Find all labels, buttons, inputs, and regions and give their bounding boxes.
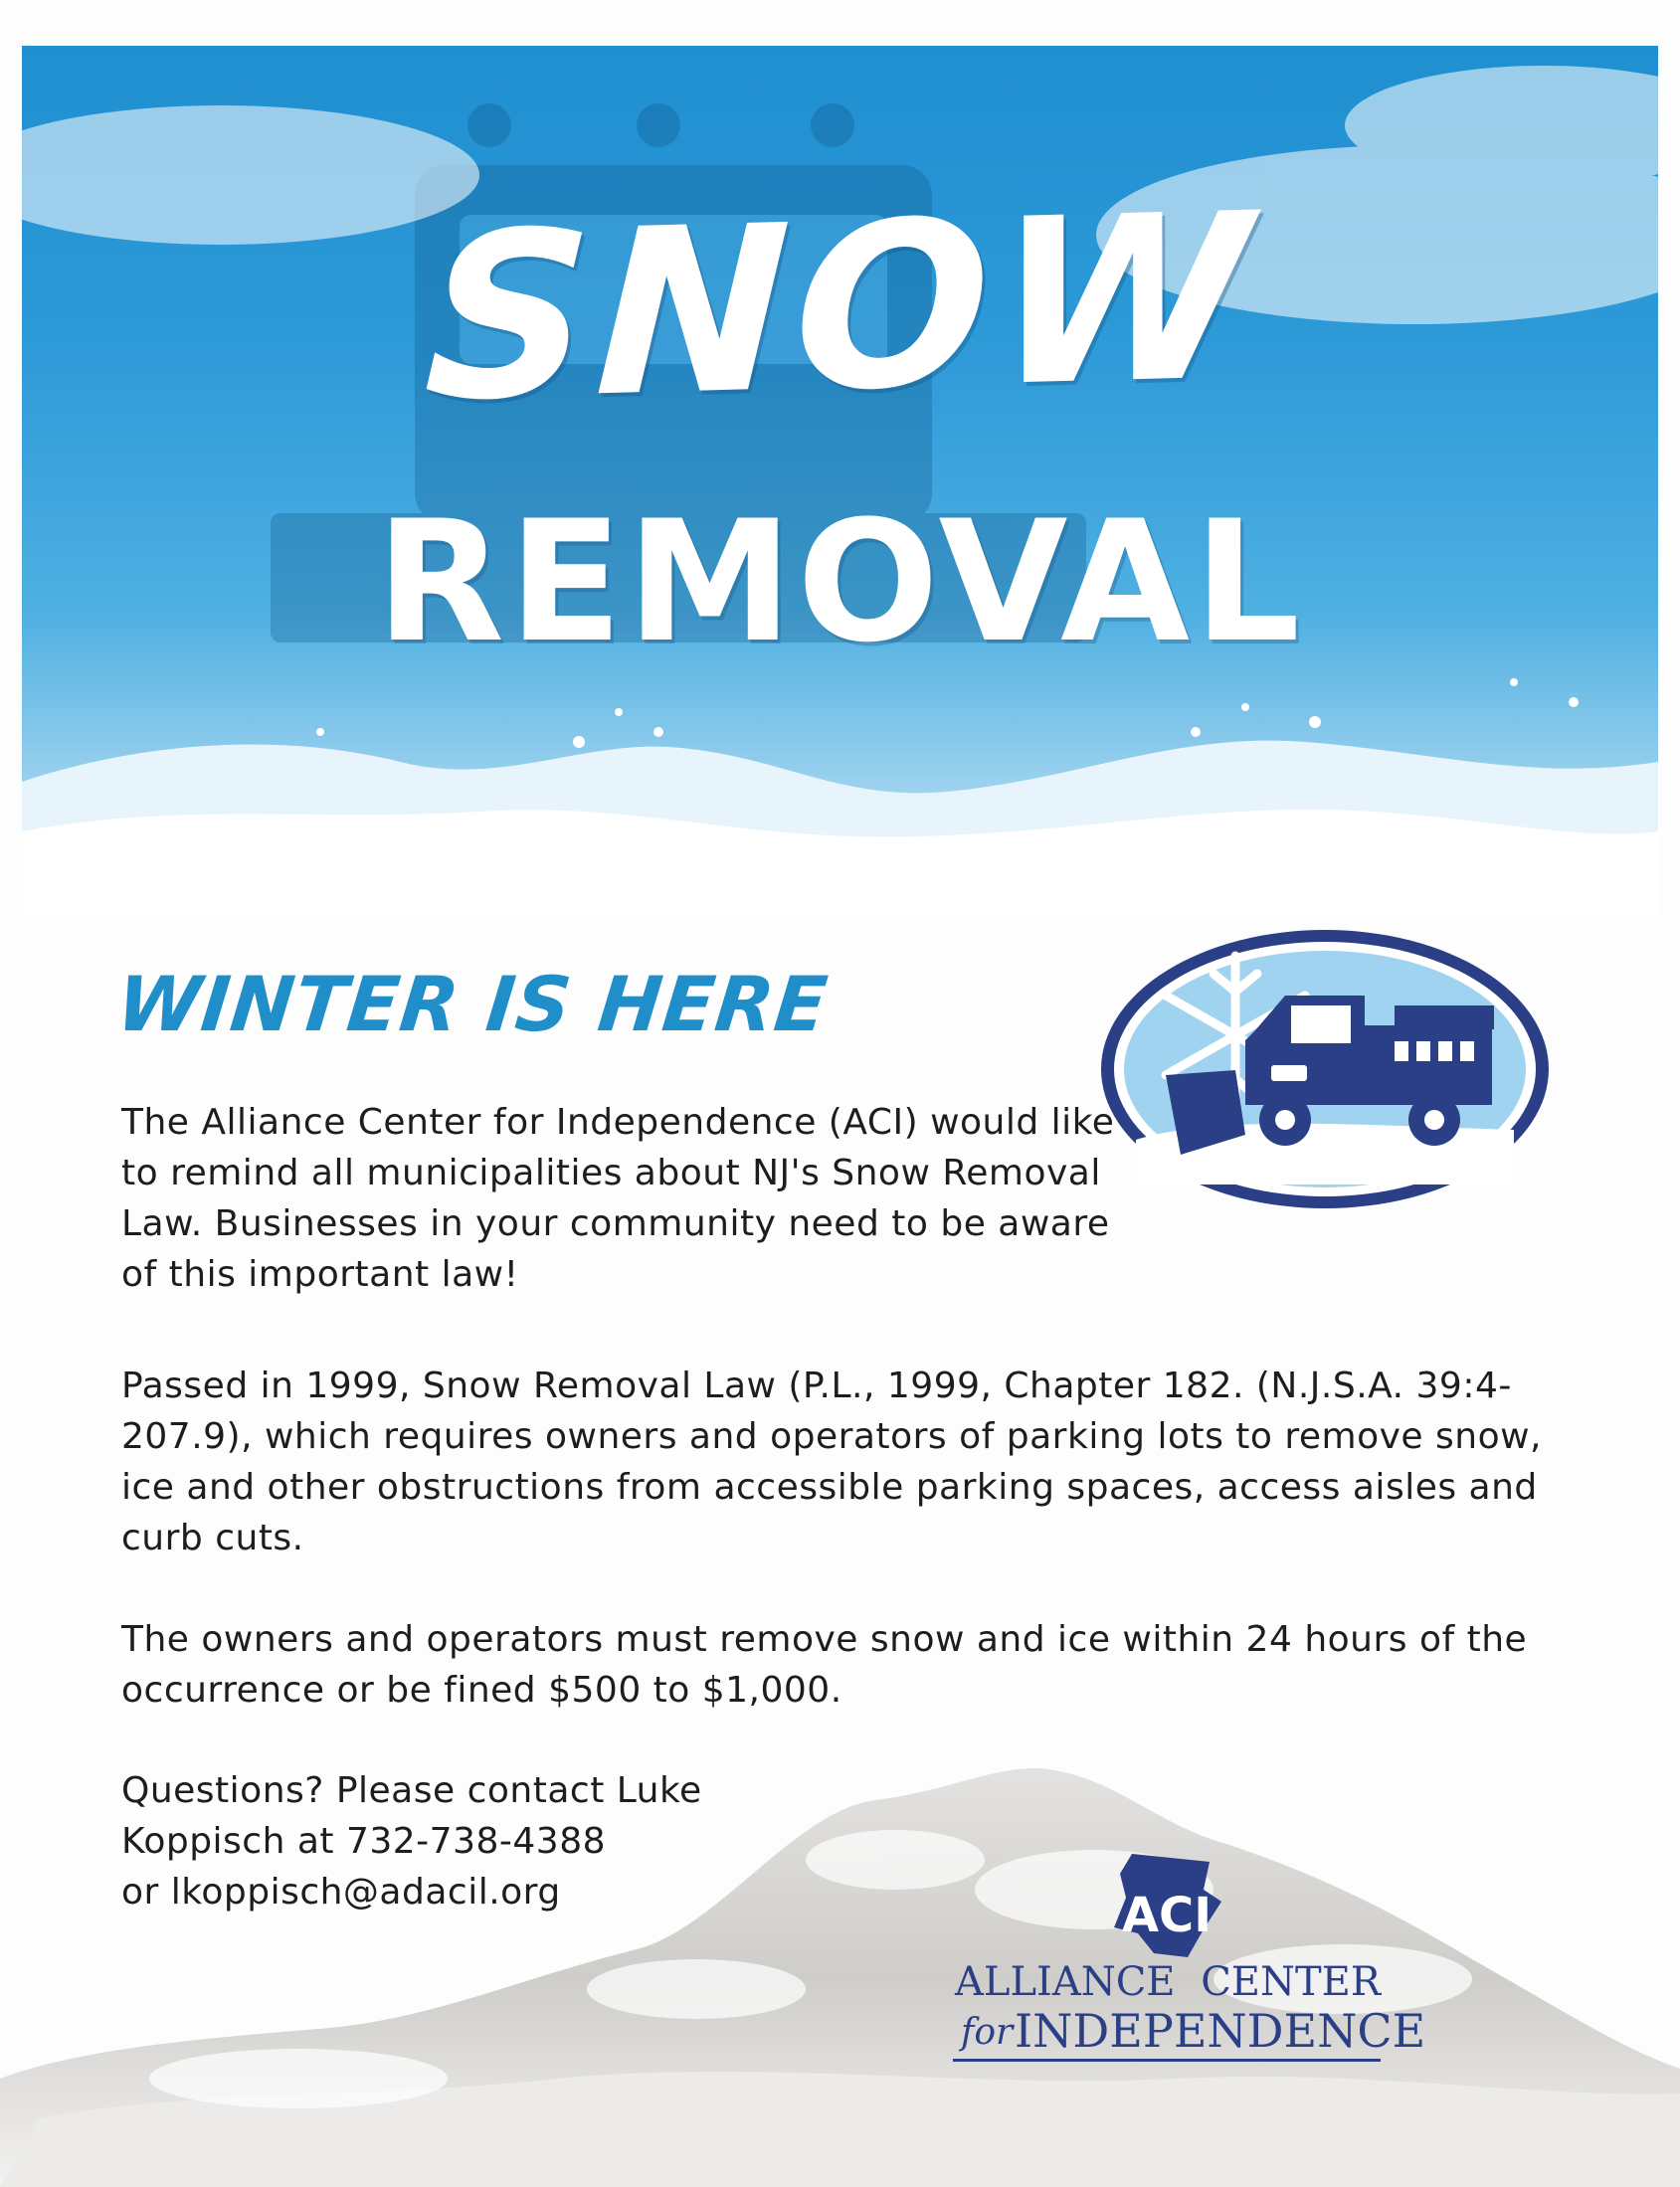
contact-line-1: Questions? Please contact Luke (121, 1770, 702, 1811)
snowplow-truck-icon (1096, 926, 1554, 1212)
hero-banner (22, 46, 1658, 921)
logo-underline (953, 2059, 1381, 2062)
contact-line-2: Koppisch at 732-738-4388 (121, 1821, 606, 1862)
logo-word-center: CENTER (1201, 1959, 1381, 2005)
aci-acronym: ACI (1121, 1888, 1213, 1943)
logo-word-independence: INDEPENDENCE (1015, 2004, 1426, 2058)
contact-line-3: or lkoppisch@adacil.org (121, 1872, 561, 1913)
fine-paragraph: The owners and operators must remove snow and ice within 24 hours of the occurrence or be fined $500 to $1,000. (121, 1619, 1528, 1711)
snow-pile-image (0, 1750, 1680, 2187)
title-snow: SNOW (420, 165, 1260, 453)
nj-state-icon (1092, 1850, 1241, 1959)
logo-word-alliance: ALLIANCE (955, 1959, 1176, 2005)
title-removal: REMOVAL (375, 484, 1305, 679)
logo-word-for: for (961, 2012, 1014, 2053)
winter-heading: WINTER IS HERE (112, 960, 833, 1048)
intro-paragraph: The Alliance Center for Independence (ACI) would like to remind all municipalities about NJ's Snow Removal Law. Businesses in your community need to be aware of this important law! (121, 1102, 1115, 1295)
aci-logo (953, 1850, 1426, 2079)
law-paragraph: Passed in 1999, Snow Removal Law (P.L., 1999, Chapter 182. (N.J.S.A. 39:4-207.9), which requires owners and operators of parking lots to remove snow, ice and other obstructions from accessible parking spaces, access aisles and curb cuts. (121, 1366, 1542, 1558)
